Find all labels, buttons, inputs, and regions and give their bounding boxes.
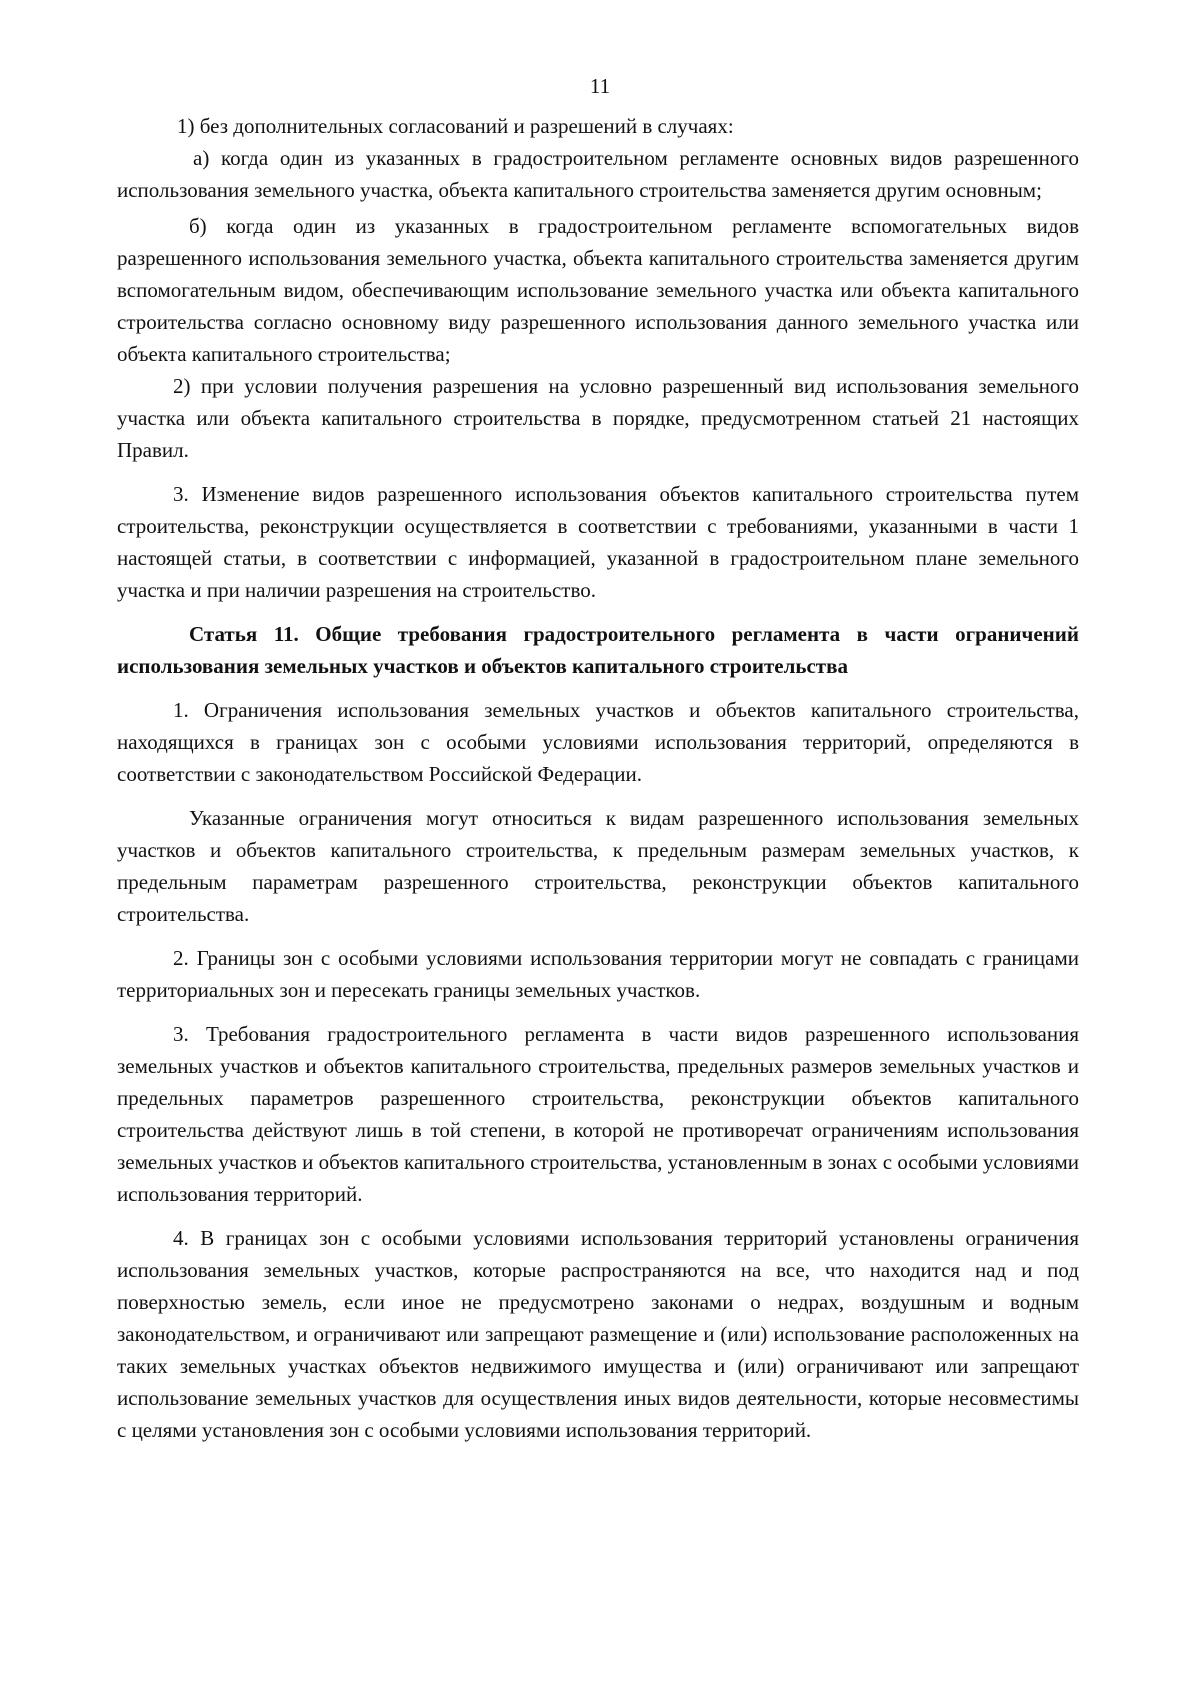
list-item-1: 1) без дополнительных согласований и разрешений в случаях:: [177, 114, 734, 138]
article-heading: Статья 11. Общие требования градостроительного регламента в части ограничений использования земельных участков и объектов капитального строительства: [117, 622, 1079, 678]
paragraph-restrictions-1: 1. Ограничения использования земельных участков и объектов капитального строительства, находящихся в границах зон с особыми условиями использования территорий, определяются в соответствии с законодательством Российской Федерации.: [117, 698, 1079, 786]
page-number: 11: [589, 74, 611, 98]
list-item-2: 2) при условии получения разрешения на условно разрешенный вид использования земельного участка или объекта капитального строительства в порядке, предусмотренном статьей 21 настоящих Правил.: [117, 374, 1079, 462]
paragraph-restrictions-4: 4. В границах зон с особыми условиями использования территорий установлены ограничения использования земельных участков, которые распространяются на все, что находится над и под поверхностью земель, если иное не предусмотрено законами о недрах, воздушным и водным законодательством, и ограничивают или запрещают размещение и (или) использование расположенных на таких земельных участках объектов недвижимого имущества и (или) ограничивают или запрещают использование земельных участков для осуществления иных видов деятельности, которые несовместимы с целями установления зон с особыми условиями использования территорий.: [117, 1226, 1079, 1442]
document-body: [117, 110, 1079, 1446]
paragraph-3: 3. Изменение видов разрешенного использования объектов капитального строительства путем строительства, реконструкции осуществляется в соответствии с требованиями, указанными в части 1 настоящей статьи, в соответствии с информацией, указанной в градостроительном плане земельного участка и при наличии разрешения на строительство.: [117, 482, 1079, 602]
subitem-a: а) когда один из указанных в градостроительном регламенте основных видов разрешенного использования земельного участка, объекта капитального строительства заменяется другим основным;: [117, 146, 1079, 202]
paragraph-restrictions-3: 3. Требования градостроительного регламента в части видов разрешенного использования земельных участков и объектов капитального строительства, предельных размеров земельных участков и предельных параметров разрешенного строительства, реконструкции объектов капитального строительства действуют лишь в той степени, в которой не противоречат ограничениям использования земельных участков и объектов капитального строительства, установленным в зонах с особыми условиями использования территорий.: [117, 1022, 1079, 1206]
paragraph-restrictions-2: 2. Границы зон с особыми условиями использования территории могут не совпадать с границами территориальных зон и пересекать границы земельных участков.: [117, 946, 1079, 1002]
paragraph-restrictions-note: Указанные ограничения могут относиться к видам разрешенного использования земельных участков и объектов капитального строительства, к предельным размерам земельных участков, к предельным параметрам разрешенного строительства, реконструкции объектов капитального строительства.: [117, 806, 1079, 926]
subitem-b: б) когда один из указанных в градостроительном регламенте вспомогательных видов разрешенного использования земельного участка, объекта капитального строительства заменяется другим вспомогательным видом, обеспечивающим использование земельного участка или объекта капитального строительства согласно основному виду разрешенного использования данного земельного участка или объекта капитального строительства;: [117, 214, 1079, 366]
